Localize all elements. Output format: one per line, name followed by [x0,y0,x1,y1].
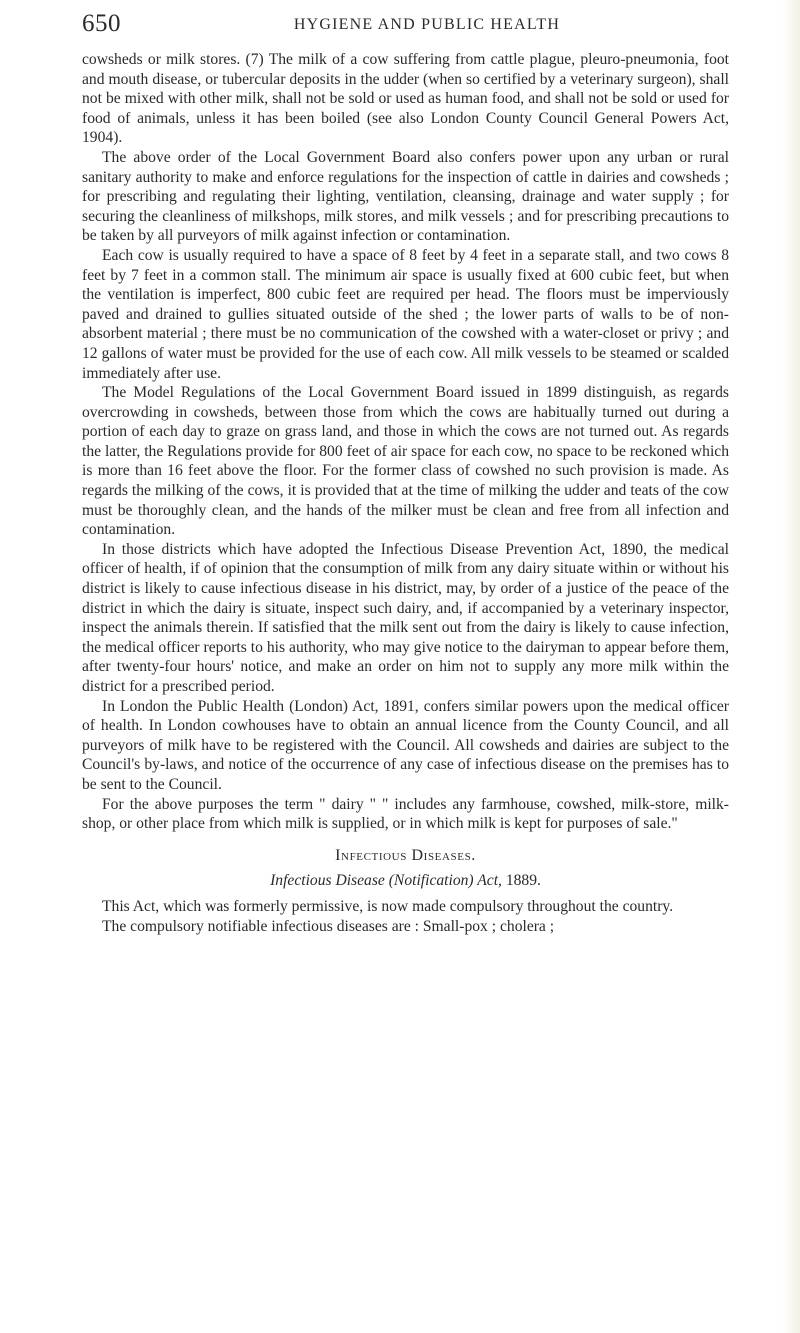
page-number: 650 [82,10,121,37]
act-year: 1889. [505,872,541,890]
paragraph-5: In those districts which have adopted the Infectious Disease Prevention Act, 1890, the medical officer of health, if of opinion that the consumption of milk from any dairy situate within or without his district is likely to cause infectious disease in his district, may, by order of a justice of the peace of the district in which the dairy is situate, inspect such dairy, and, if accompanied by a veterinary inspector, inspect the animals therein. If satisfied that the milk sent out from the dairy is likely to cause infection, the medical officer reports to his authority, who may give notice to the dairyman to appear before them, after twenty-four hours' notice, and make an order on him not to supply any more milk within the district for a prescribed period. [82,540,729,695]
running-head: HYGIENE AND PUBLIC HEALTH [293,16,561,33]
page-edge-shadow [782,0,800,1333]
section-paragraph-1: This Act, which was formerly permissive, is now made compulsory throughout the country. [102,897,674,915]
paragraph-4: The Model Regulations of the Local Government Board issued in 1899 distinguish, as regards overcrowding in cowsheds, between those from which the cows are habitually turned out during a portion of each day to graze on grass land, and those in which the cows are not turned out. As regards the latter, the Regulations provide for 800 feet of air space for each cow, no space to be reckoned which is more than 16 feet above the floor. For the former class of cowshed no such provision is made. As regards the milking of the cows, it is provided that at the time of milking the udder and teats of the cow must be thoroughly clean, and the hands of the milker must be clean and free from all infection and contamination. [82,384,729,539]
act-title: Infectious Disease (Notification) Act, [270,872,502,890]
section-heading: Infectious Diseases. [335,846,476,864]
paragraph-1: cowsheds or milk stores. (7) The milk of a cow suffering from cattle plague, pleuro-pneumonia, foot and mouth disease, or tubercular deposits in the udder (when so certified by a veterinary surgeon), shall not be mixed with other milk, shall not be sold or used as human food, and shall not be sold or used for food of animals, unless it has been boiled (see also London County Council General Powers Act, 1904). [82,51,729,147]
section-paragraph-2: The compulsory notifiable infectious diseases are : Small-pox ; cholera ; [102,917,555,935]
body-text [82,50,729,936]
paragraph-3: Each cow is usually required to have a space of 8 feet by 4 feet in a separate stall, and two cows 8 feet by 7 feet in a common stall. The minimum air space is usually fixed at 600 cubic feet, but when the ventilation is imperfect, 800 cubic feet are required per head. The floors must be imperviously paved and drained to gullies situated outside of the shed ; the lower parts of walls to be of non-absorbent material ; there must be no communication of the cowshed with a water-closet or privy ; and 12 gallons of water must be provided for the use of each cow. All milk vessels to be steamed or scalded immediately after use. [82,246,729,382]
page-header [82,10,732,40]
paragraph-7: For the above purposes the term " dairy " " includes any farmhouse, cowshed, milk-store, milk-shop, or other place from which milk is supplied, or in which milk is kept for purposes of sale." [82,795,729,833]
paragraph-2: The above order of the Local Government Board also confers power upon any urban or rural sanitary authority to make and enforce regulations for the inspection of cattle in dairies and cowsheds ; for prescribing and regulating their lighting, ventilation, cleansing, drainage and water supply ; for securing the cleanliness of milkshops, milk stores, and milk vessels ; and for prescribing precautions to be taken by all purveyors of milk against infection or contamination. [82,148,729,245]
act-subheading [82,871,729,891]
paragraph-6: In London the Public Health (London) Act, 1891, confers similar powers upon the medical officer of health. In London cowhouses have to obtain an annual licence from the County Council, and all purveyors of milk have to be registered with the Council. All cowsheds and dairies are subject to the Council's by-laws, and notice of the occurrence of any case of infectious disease on the premises has to be sent to the Council. [82,697,729,793]
